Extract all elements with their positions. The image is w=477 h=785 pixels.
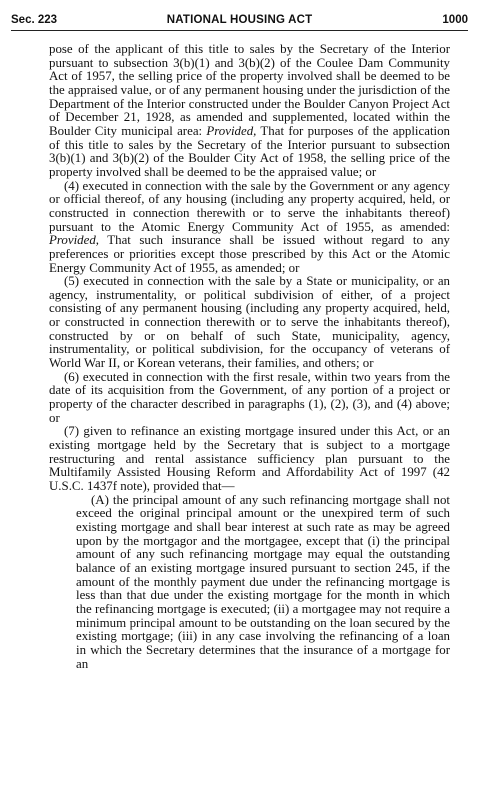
paragraph-5: (5) executed in connection with the sale by a State or municipality, or an agency, instrumentality, or political subdivision of either, of a project consisting of any permanent housing (including any property acquired, held, or constructed in connection therewith or to serve the inhabitants thereof), constructed by or on behalf of such State, municipality, agency, instrumentality, or political subdivision, for the occupancy of veterans of World War II, or Korean veterans, their families, and others; or [49, 274, 450, 371]
subparagraph-a: (A) the principal amount of any such refinancing mortgage shall not exceed the original principal amount or the unexpired term of such existing mortgage and shall bear interest at such rate as may be agreed upon by the mortgagor and the mortgagee, except that (i) the principal amount of any such refinancing mortgage may equal the outstanding balance of an existing mortgage insured pursuant to section 245, if the amount of the monthly payment due under the refinancing mortgage is less than that due under the existing mortgage for the month in which the refinancing mortgage is executed; (ii) a mortgagee may not require a minimum principal amount to be outstanding on the loan secured by the existing mortgage; (iii) in any case involving the refinancing of a loan in which the Secretary determines that the insurance of a mortgage for an [76, 492, 450, 671]
paragraph-4: (4) executed in connection with the sale by the Government or any agency or official thereof, of any housing (including any property acquired, held, or constructed in connection therewith or to serve the inhabitants thereof) pursuant to the Atomic Energy Community Act of 1955, as amended: Provided, That such insurance shall be issued without regard to any preferences or priorities except those prescribed by this Act or the Atomic Energy Community Act of 1955, as amended; or [49, 178, 450, 275]
page-number: 1000 [442, 14, 468, 26]
paragraph-7: (7) given to refinance an existing mortgage insured under this Act, or an existing mortgage held by the Secretary that is subject to a mortgage restructuring and rental assistance sufficiency plan pursuant to the Multifamily Assisted Housing Reform and Affordability Act of 1997 (42 U.S.C. 1437f note), provided that— [49, 424, 450, 493]
running-header [11, 12, 468, 30]
section-number: Sec. 223 [11, 14, 58, 26]
paragraph-6: (6) executed in connection with the first resale, within two years from the date of its acquisition from the Government, of any portion of a project or property of the character described in paragraphs (1), (2), (3), and (4) above; or [49, 369, 450, 425]
body-text [49, 43, 450, 671]
paragraph-continuation: pose of the applicant of this title to sales by the Secretary of the Interior pursuant to subsection 3(b)(1) and 3(b)(2) of the Coulee Dam Community Act of 1957, the selling price of the property involved shall be deemed to be the appraised value, or of any permanent housing under the jurisdiction of the Department of the Interior constructed under the Boulder Canyon Project Act of December 21, 1928, as amended and supplemented, located within the Boulder City municipal area: Provided, That for purposes of the application of this title to sales by the Secretary of the Interior pursuant to subsection 3(b)(1) and 3(b)(2) of the Boulder City Act of 1958, the selling price of the property involved shall be deemed to be the appraised value; or [49, 42, 450, 179]
page-title: NATIONAL HOUSING ACT [166, 14, 313, 26]
header-rule [11, 30, 468, 31]
